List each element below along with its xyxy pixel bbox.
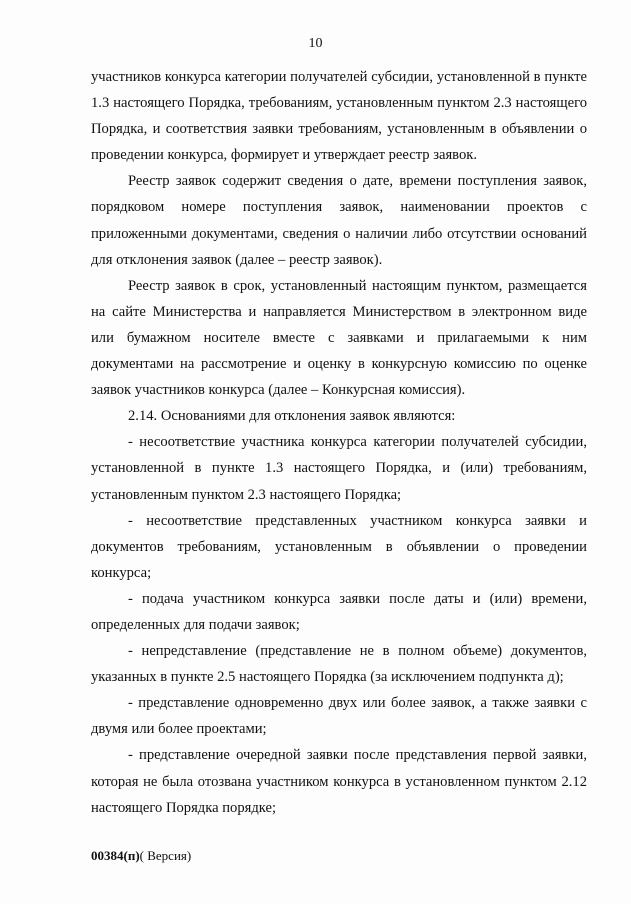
list-item: - несоответствие участника конкурса категории получателей субсидии, установленной в пункте 1.3 настоящего Порядка, и (или) требованиям, установленным пунктом 2.3 настоящего Порядка; (91, 434, 587, 503)
list-item: - несоответствие представленных участником конкурса заявки и документов требованиям, установленным в объявлении о проведении конкурса; (91, 512, 587, 581)
document-body (91, 64, 587, 821)
list-item: - подача участником конкурса заявки после даты и (или) времени, определенных для подачи заявок; (91, 590, 587, 633)
footer (91, 848, 191, 864)
paragraph: участников конкурса категории получателей субсидии, установленной в пункте 1.3 настоящего Порядка, требованиям, установленным пунктом 2.3 настоящего Порядка, и соответствия заявки требованиям, установленным в объявлении о проведении конкурса, формирует и утверждает реестр заявок. (91, 69, 587, 164)
page-number: 10 (308, 36, 323, 51)
list-item: - непредставление (представление не в полном объеме) документов, указанных в пункте 2.5 настоящего Порядка (за исключением подпункта д); (91, 643, 587, 686)
section-heading: 2.14. Основаниями для отклонения заявок являются: (128, 408, 456, 425)
list-item: - представление очередной заявки после представления первой заявки, которая не была отозвана участником конкурса в установленном пунктом 2.12 настоящего Порядка порядке; (91, 747, 587, 816)
list-item: - представление одновременно двух или более заявок, а также заявки с двумя или более проектами; (91, 695, 587, 738)
paragraph: Реестр заявок в срок, установленный настоящим пунктом, размещается на сайте Министерства и направляется Министерством в электронном виде или бумажном носителе вместе с заявками и прилагаемыми к ним документами на рассмотрение и оценку в конкурсную комиссию по оценке заявок участников конкурса (далее – Конкурсная комиссия). (91, 277, 587, 399)
document-code: 00384(п) (91, 848, 140, 863)
document-version: ( Версия) (139, 848, 192, 863)
paragraph: Реестр заявок содержит сведения о дате, времени поступления заявок, порядковом номере поступления заявок, наименовании проектов с приложенными документами, сведения о наличии либо отсутствии оснований для отклонения заявок (далее – реестр заявок). (91, 173, 587, 268)
